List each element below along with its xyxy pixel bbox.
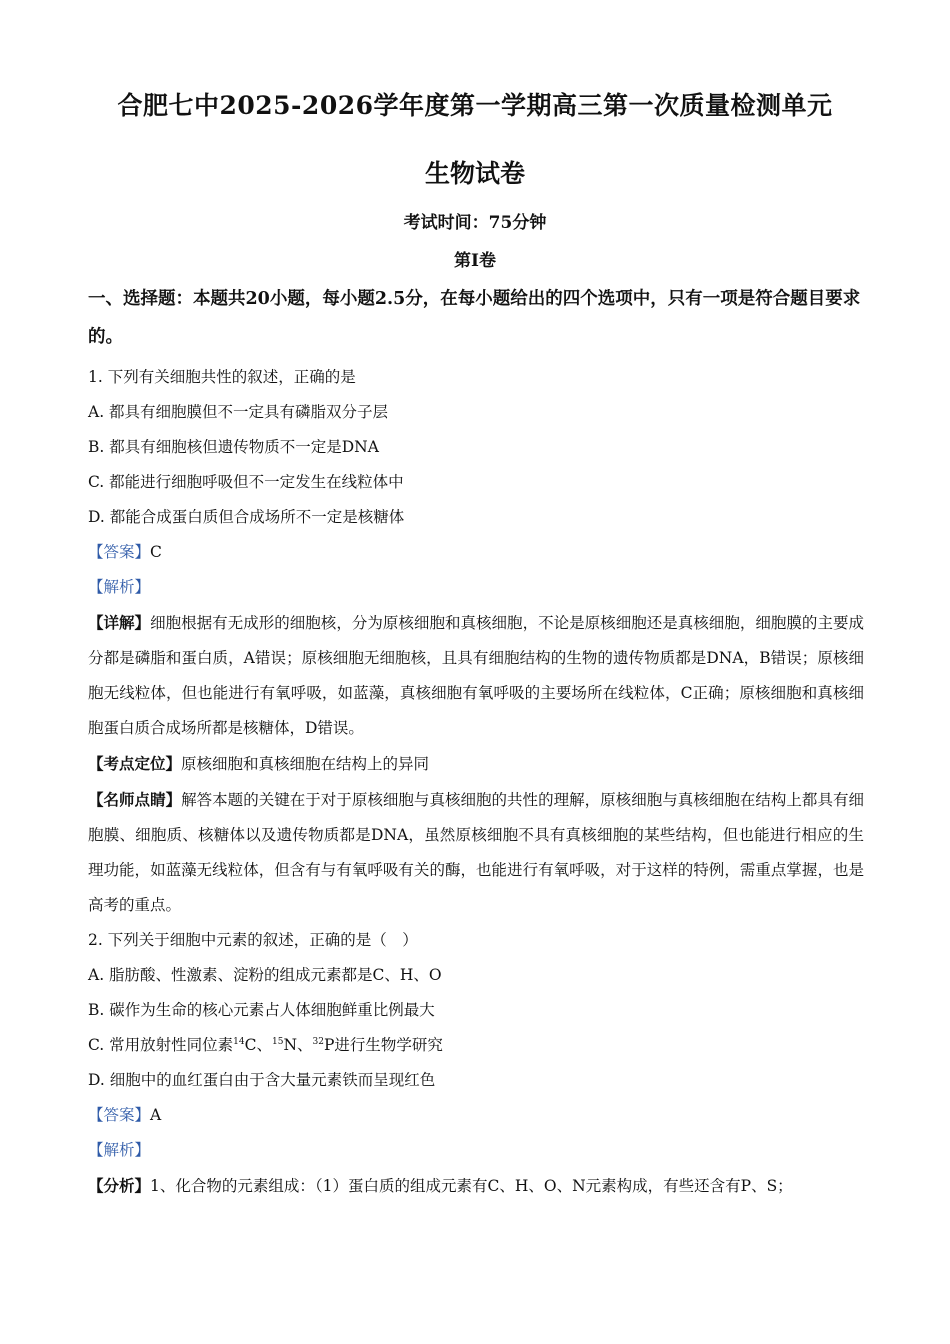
question-1-analysis-tag: 【解析】 xyxy=(88,578,151,596)
detail-text: 细胞根据有无成形的细胞核，分为原核细胞和真核细胞，不论是原核细胞还是真核细胞，细胞膜的主要成分都是磷脂和蛋白质，A错误；原核细胞无细胞核，且具有细胞结构的生物的遗传物质都是DNA，B错误；原核细胞无线粒体，但也能进行有氧呼吸，如蓝藻，真核细胞有氧呼吸的主要场所在线粒体，C正确；原核细胞和真核细胞蛋白质合成场所都是核糖体，D错误。 xyxy=(88,614,864,737)
question-2-analysis-tag: 【解析】 xyxy=(88,1141,151,1159)
answer-value: C xyxy=(150,543,162,561)
isotope-c: C、 xyxy=(244,1036,272,1054)
point-tag: 【考点定位】 xyxy=(88,754,182,773)
answer-tag: 【答案】 xyxy=(88,1106,151,1124)
question-1-option-c: C. 都能进行细胞呼吸但不一定发生在线粒体中 xyxy=(88,473,404,491)
answer-value: A xyxy=(150,1106,162,1124)
isotope-n-mass: 15 xyxy=(272,1037,284,1047)
isotope-p-mass: 32 xyxy=(312,1037,324,1047)
question-2-answer xyxy=(88,1098,864,1133)
isotope-p: P进行生物学研究 xyxy=(323,1036,443,1054)
analyze-text: 1、化合物的元素组成：（1）蛋白质的组成元素有C、H、O、N元素构成，有些还含有P、S； xyxy=(150,1177,793,1195)
answer-tag: 【答案】 xyxy=(88,543,151,561)
tip-text: 解答本题的关键在于对于原核细胞与真核细胞的共性的理解，原核细胞与真核细胞在结构上都具有细胞膜、细胞质、核糖体以及遗传物质都是DNA，虽然原核细胞不具有真核细胞的某些结构，但也能进行相应的生理功能，如蓝藻无线粒体，但含有与有氧呼吸有关的酶，也能进行有氧呼吸，对于这样的特例，需重点掌握，也是高考的重点。 xyxy=(88,791,864,914)
analyze-tag: 【分析】 xyxy=(88,1176,151,1195)
question-2-stem: 2. 下列关于细胞中元素的叙述，正确的是（ ） xyxy=(88,931,418,949)
content-body xyxy=(88,280,864,1204)
section-heading: 一、选择题：本题共20小题，每小题2.5分，在每小题给出的四个选项中，只有一项是符合题目要求的。 xyxy=(88,289,861,347)
page-subtitle: 生物试卷 xyxy=(424,159,525,188)
isotope-n: N、 xyxy=(283,1036,313,1054)
option-c-prefix: C. 常用放射性同位素 xyxy=(88,1036,234,1054)
question-2-analyze xyxy=(88,1168,864,1204)
question-1-option-d: D. 都能合成蛋白质但合成场所不一定是核糖体 xyxy=(88,508,405,526)
page-title: 合肥七中2025-2026学年度第一学期高三第一次质量检测单元 xyxy=(117,91,833,120)
question-1-option-a: A. 都具有细胞膜但不一定具有磷脂双分子层 xyxy=(88,403,389,421)
point-text: 原核细胞和真核细胞在结构上的异同 xyxy=(181,755,430,773)
question-1-option-b: B. 都具有细胞核但遗传物质不一定是DNA xyxy=(88,438,379,456)
question-2-option-c xyxy=(88,1028,864,1063)
question-1-tip xyxy=(88,782,864,923)
question-1-answer xyxy=(88,535,864,570)
question-1-detail xyxy=(88,605,864,746)
question-1-point xyxy=(88,746,864,782)
question-2-option-a: A. 脂肪酸、性激素、淀粉的组成元素都是C、H、O xyxy=(88,966,442,984)
isotope-c-mass: 14 xyxy=(233,1037,245,1047)
question-2-option-b: B. 碳作为生命的核心元素占人体细胞鲜重比例最大 xyxy=(88,1001,435,1019)
exam-time: 考试时间：75分钟 xyxy=(403,213,547,233)
question-1-stem: 1. 下列有关细胞共性的叙述，正确的是 xyxy=(88,368,356,386)
detail-tag: 【详解】 xyxy=(88,613,151,632)
volume-label: 第I卷 xyxy=(454,251,496,271)
tip-tag: 【名师点睛】 xyxy=(88,790,182,809)
question-2-option-d: D. 细胞中的血红蛋白由于含大量元素铁而呈现红色 xyxy=(88,1071,436,1089)
